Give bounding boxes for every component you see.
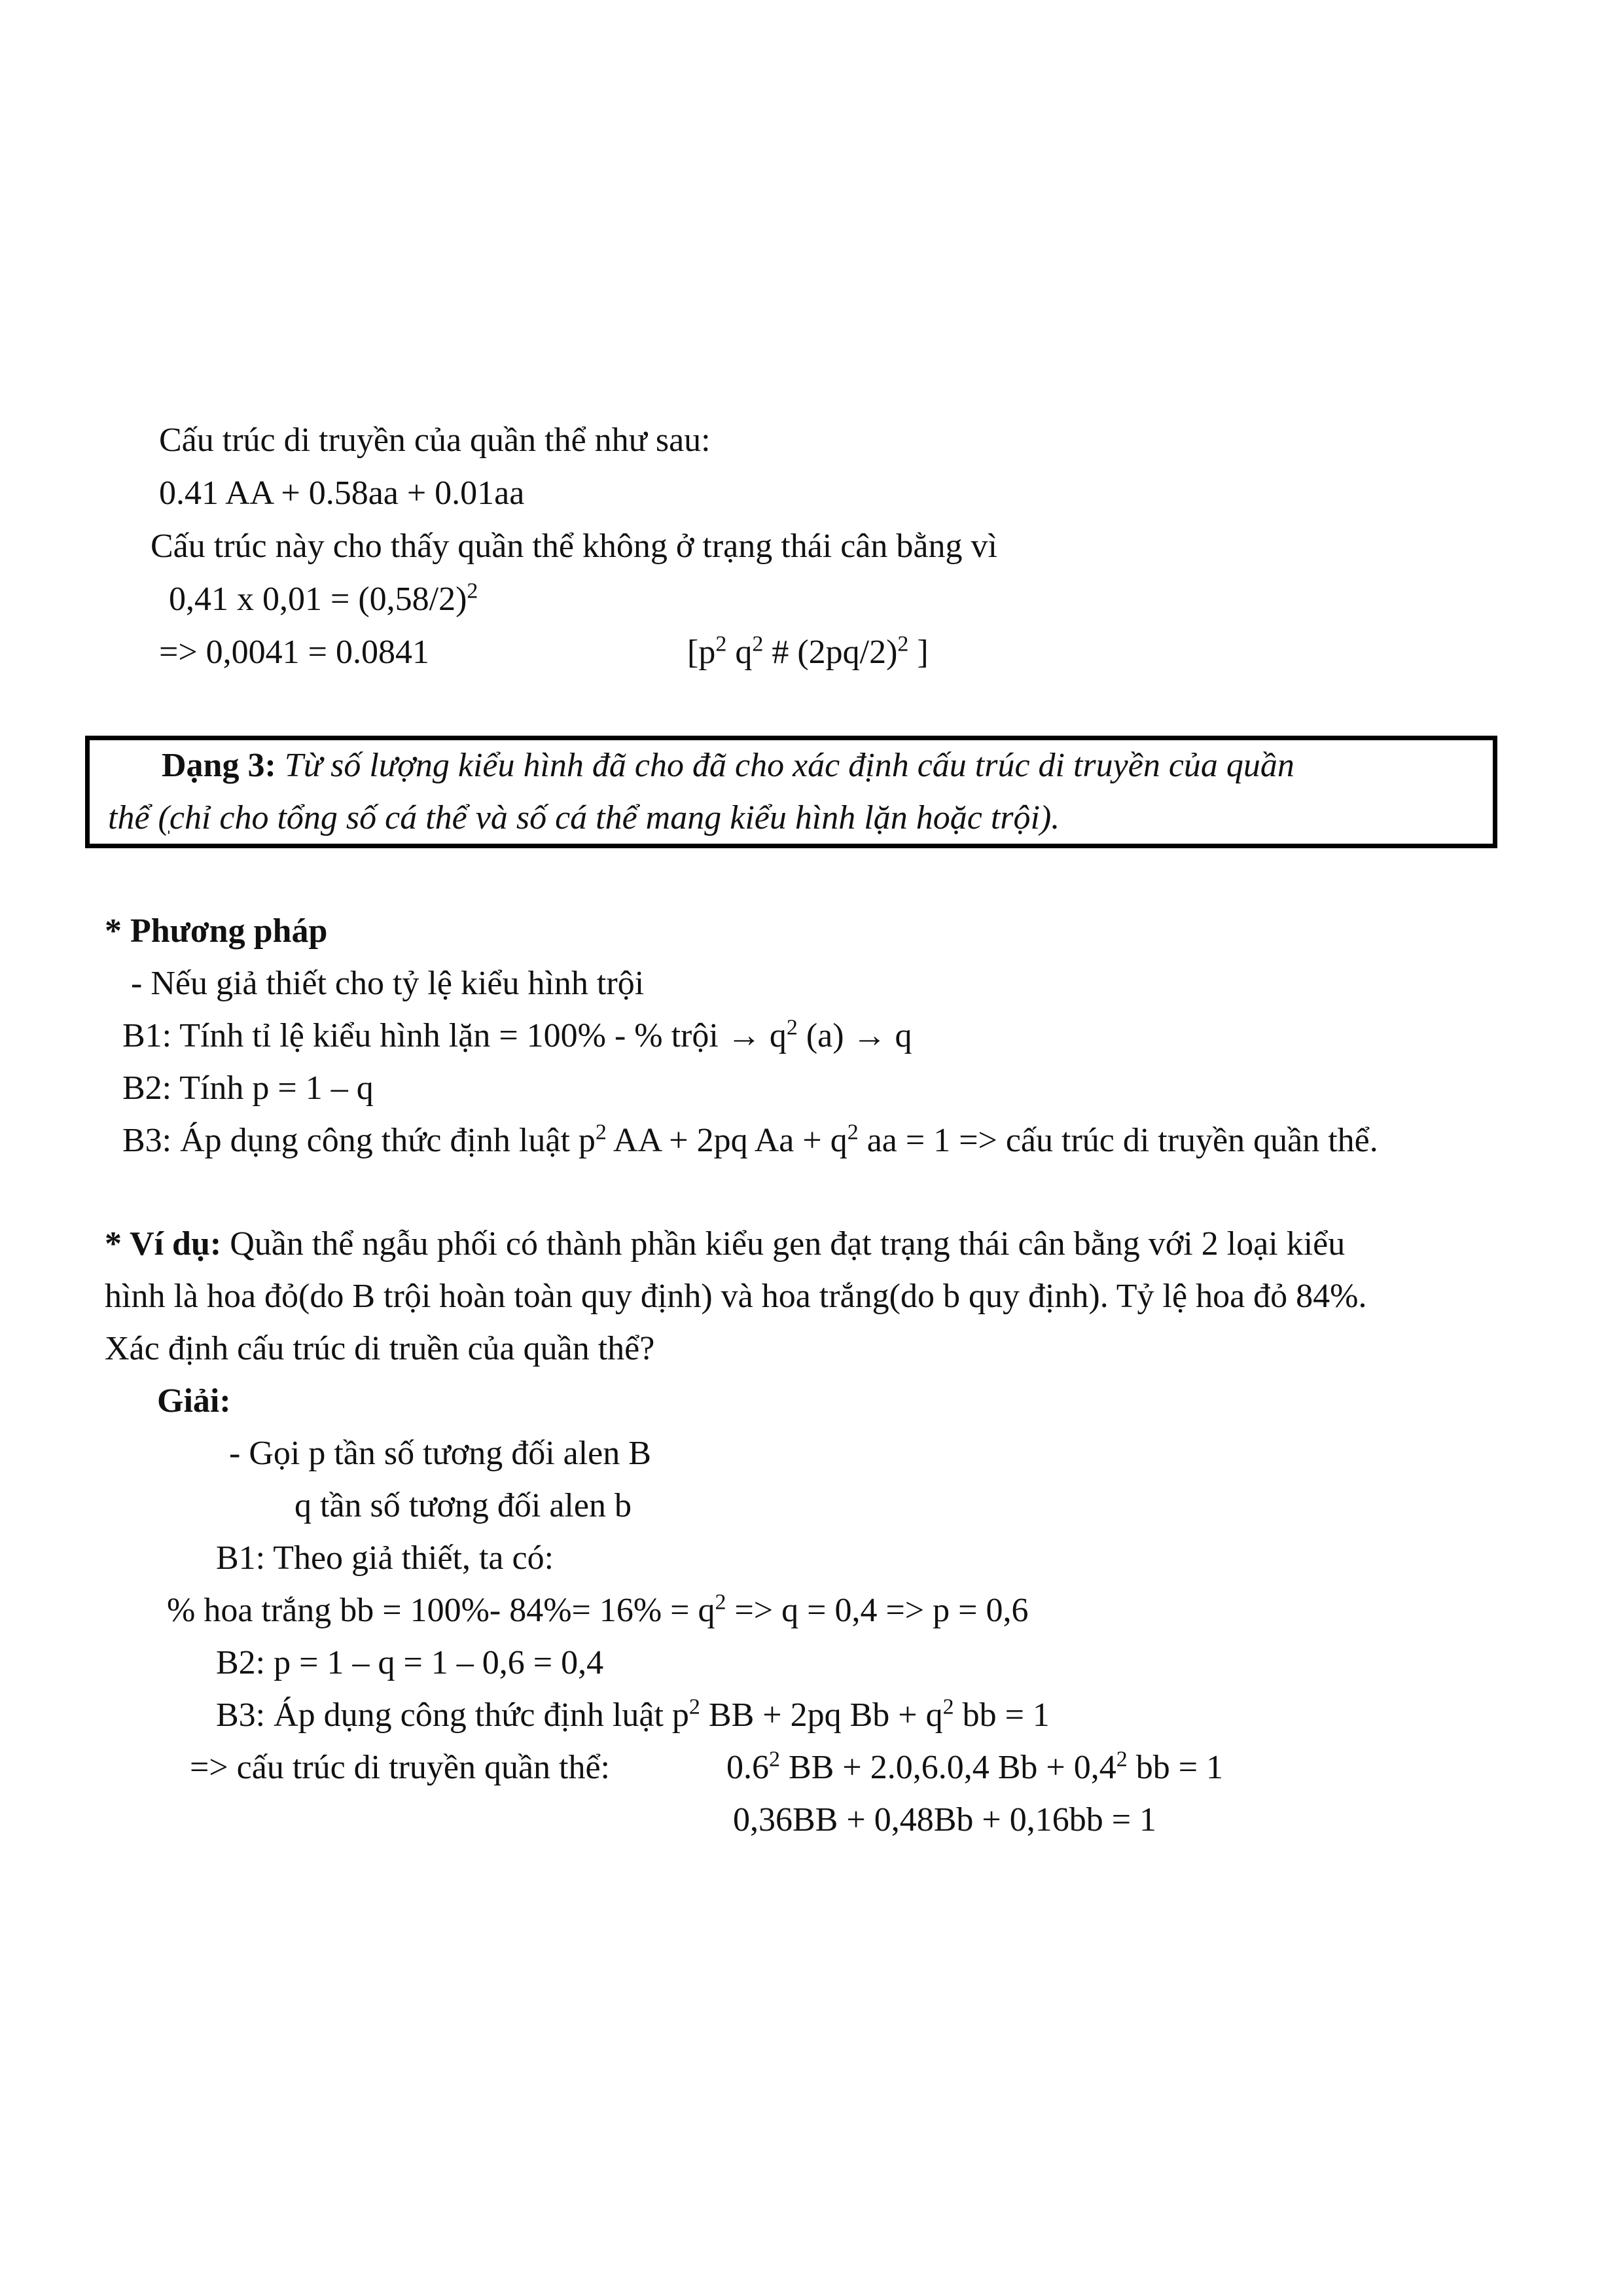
step-text: aa = 1 => cấu trúc di truyền quần thể.	[858, 1122, 1378, 1159]
method-line-1: - Nếu giả thiết cho tỷ lệ kiểu hình trội	[131, 965, 645, 1002]
solution-line-2: q tần số tương đối alen b	[294, 1487, 632, 1524]
exponent: 2	[467, 579, 478, 603]
exponent: 2	[897, 632, 909, 656]
step-text: B1: Tính tỉ lệ kiểu hình lặn = 100% - % trội → q	[122, 1017, 787, 1054]
formula-part: BB + 2.0,6.0,4 Bb + 0,4	[780, 1749, 1116, 1786]
exponent: 2	[595, 1120, 607, 1145]
check-equation	[169, 577, 478, 622]
exponent: 2	[1116, 1747, 1128, 1772]
solution-line-1: - Gọi p tần số tương đối alen B	[229, 1435, 651, 1472]
exponent: 2	[752, 632, 764, 656]
formula-part: ]	[908, 634, 929, 671]
check-equation-text: 0,41 x 0,01 = (0,58/2)	[169, 581, 467, 618]
example-line-2: hình là hoa đỏ(do B trội hoàn toàn quy định) và hoa trắng(do b quy định). Tỷ lệ hoa đỏ 84%.	[105, 1278, 1367, 1315]
exponent: 2	[847, 1120, 859, 1145]
solution-result-label: => cấu trúc di truyền quần thể:	[190, 1749, 611, 1786]
solution-heading: Giải:	[157, 1382, 231, 1420]
step-text: AA + 2pq Aa + q	[606, 1122, 847, 1159]
solution-step-1: B1: Theo giả thiết, ta có:	[216, 1539, 554, 1577]
step-text: B3: Áp dụng công thức định luật p	[216, 1696, 689, 1734]
solution-calc	[167, 1588, 1028, 1634]
result-formula	[687, 630, 929, 675]
example-line-3: Xác định cấu trúc di truền của quần thể?	[105, 1330, 655, 1367]
structure-equation: 0.41 AA + 0.58aa + 0.01aa	[159, 475, 525, 512]
exponent: 2	[715, 1590, 726, 1615]
solution-final: 0,36BB + 0,48Bb + 0,16bb = 1	[733, 1801, 1157, 1839]
exponent: 2	[688, 1695, 700, 1719]
exponent: 2	[786, 1015, 798, 1040]
box-text-2b: (	[158, 799, 169, 836]
step-text: BB + 2pq Bb + q	[700, 1696, 943, 1734]
box-text-2c: chỉ cho tổng số cá thể và số cá thể mang kiểu hình lặn hoặc trội).	[169, 799, 1060, 836]
method-step-1	[122, 1013, 912, 1059]
step-text: bb = 1	[954, 1696, 1050, 1734]
method-step-2: B2: Tính p = 1 – q	[122, 1069, 374, 1107]
example-line-1	[105, 1221, 1345, 1267]
example-label: * Ví dụ:	[105, 1225, 222, 1263]
formula-part: q	[726, 634, 753, 671]
example-text: Quần thể ngẫu phối có thành phần kiểu gen đạt trạng thái cân bằng với 2 loại kiểu	[221, 1225, 1346, 1263]
solution-step-2: B2: p = 1 – q = 1 – 0,6 = 0,4	[216, 1644, 604, 1681]
formula-part: # (2pq/2)	[763, 634, 898, 671]
exponent: 2	[715, 632, 727, 656]
exponent: 2	[942, 1695, 954, 1719]
calc-text: % hoa trắng bb = 100%- 84%= 16% = q	[167, 1592, 715, 1629]
exponent: 2	[769, 1747, 780, 1772]
solution-step-3	[216, 1693, 1050, 1738]
solution-result-formula	[726, 1745, 1223, 1791]
step-text: (a) → q	[797, 1017, 912, 1054]
method-step-3	[122, 1118, 1378, 1164]
box-title: Dạng 3:	[162, 747, 276, 784]
box-line-1	[162, 743, 1294, 789]
result-text: => 0,0041 = 0.0841	[159, 634, 429, 671]
box-text-1: Từ số lượng kiểu hình đã cho đã cho xác định cấu trúc di truyền của quần	[276, 747, 1294, 784]
formula-part: bb = 1	[1127, 1749, 1224, 1786]
box-line-2	[108, 795, 1060, 841]
box-text-2a: thể	[108, 799, 158, 836]
formula-part: [p	[687, 634, 716, 671]
calc-text: => q = 0,4 => p = 0,6	[726, 1592, 1029, 1629]
structure-statement: Cấu trúc này cho thấy quần thể không ở trạng thái cân bằng vì	[151, 528, 997, 565]
result-line	[159, 630, 429, 675]
type-3-box	[85, 736, 1497, 848]
method-heading: * Phương pháp	[105, 912, 328, 950]
formula-part: 0.6	[726, 1749, 769, 1786]
step-text: B3: Áp dụng công thức định luật p	[122, 1122, 596, 1159]
structure-intro: Cấu trúc di truyền của quần thể như sau:	[159, 422, 711, 459]
